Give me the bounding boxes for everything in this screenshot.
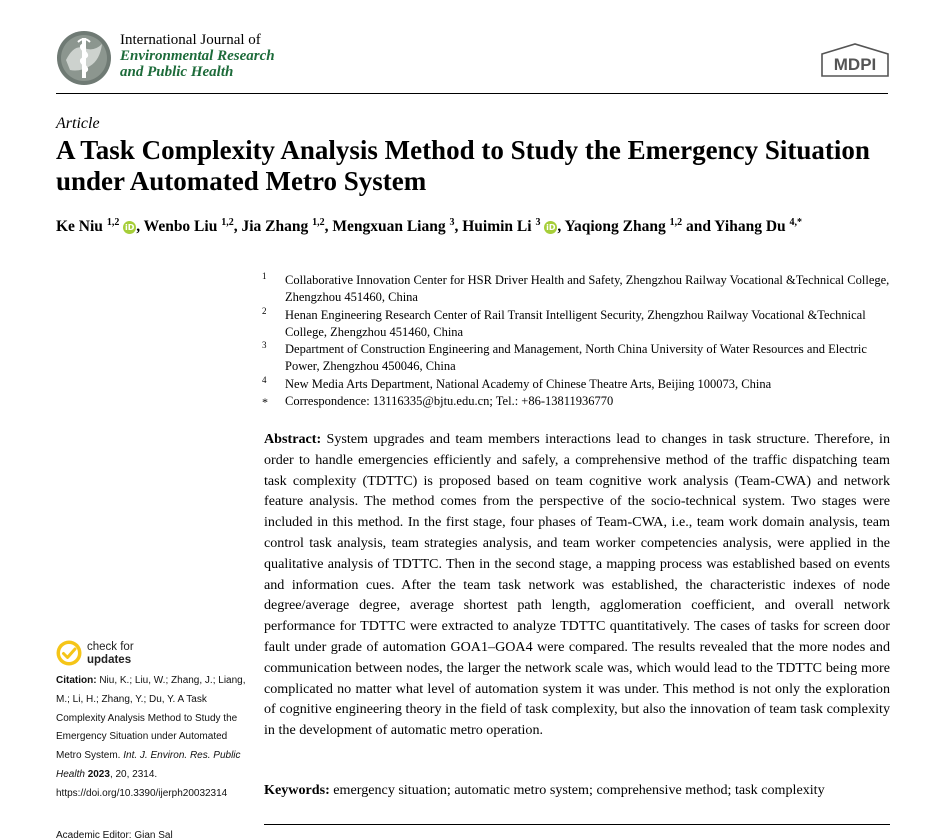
author-name[interactable]: Yihang Du bbox=[714, 218, 790, 235]
journal-name-line1: International Journal of bbox=[120, 32, 261, 48]
author-separator: , bbox=[233, 218, 242, 235]
citation-year: 2023 bbox=[87, 768, 110, 780]
affiliation-text: Henan Engineering Research Center of Rail Transit Intelligent Security, Zhengzhou Railway Vocational &Technical College, Zhengzhou 451460, China bbox=[285, 307, 866, 339]
check-for-updates-button[interactable] bbox=[56, 640, 156, 670]
check-updates-line1: check for bbox=[87, 641, 134, 653]
affiliation-text: New Media Arts Department, National Academy of Chinese Theatre Arts, Beijing 100073, China bbox=[285, 376, 772, 391]
author-separator: , bbox=[454, 218, 463, 235]
author-name[interactable]: Mengxuan Liang bbox=[332, 218, 450, 235]
author-separator: and bbox=[682, 218, 715, 235]
affiliations bbox=[262, 272, 892, 410]
author-affiliation-mark: 1,2 bbox=[669, 217, 683, 228]
affiliation-text: Department of Construction Engineering and Management, North China University of Water Resources and Electric Power, Zhengzhou 450046, China bbox=[285, 342, 867, 374]
citation bbox=[56, 672, 248, 804]
paper-title: A Task Complexity Analysis Method to Study the Emergency Situation under Automated Metro System bbox=[56, 135, 870, 196]
keywords-label: Keywords: bbox=[264, 782, 330, 798]
citation-text: Niu, K.; Liu, W.; Zhang, J.; Liang, M.; Li, H.; Zhang, Y.; Du, Y. A Task Complexity Analysis Method to Study the Emergency Situation under Automated Metro System. bbox=[56, 675, 246, 762]
header-rule bbox=[56, 93, 888, 94]
publisher-name: MDPI bbox=[833, 55, 877, 74]
journal-logo-icon bbox=[56, 30, 112, 86]
author-name[interactable]: Yaqiong Zhang bbox=[564, 218, 670, 235]
affiliation-number: 4 bbox=[262, 374, 267, 385]
author-separator: , bbox=[136, 218, 144, 235]
affiliation-item bbox=[262, 376, 892, 393]
author-affiliation-mark: 4,* bbox=[789, 217, 803, 228]
author-affiliation-mark: 1,2 bbox=[221, 217, 234, 228]
mdpi-logo-icon bbox=[820, 42, 890, 82]
affiliation-item bbox=[262, 272, 892, 307]
author-name[interactable]: Wenbo Liu bbox=[143, 218, 222, 235]
citation-label: Citation: bbox=[56, 675, 97, 686]
author-list bbox=[56, 217, 936, 236]
orcid-icon[interactable]: iD bbox=[546, 223, 556, 232]
citation-rest[interactable]: , 20, 2314. https://doi.org/10.3390/ijerph20032314 bbox=[56, 768, 228, 799]
section-rule bbox=[264, 824, 890, 825]
author-separator: , bbox=[557, 218, 565, 235]
affiliation-number: 3 bbox=[262, 340, 267, 351]
affiliation-text: Collaborative Innovation Center for HSR Driver Health and Safety, Zhengzhou Railway Vocational &Technical College, Zhengzhou 451460, China bbox=[285, 273, 890, 305]
keywords bbox=[264, 780, 890, 800]
correspondence-mark: * bbox=[262, 395, 268, 410]
author-affiliation-mark: 1,2 bbox=[106, 217, 120, 228]
author-affiliation-mark: 3 bbox=[449, 217, 455, 228]
check-badge-icon bbox=[56, 640, 82, 666]
affiliation-item bbox=[262, 307, 892, 342]
keywords-text: emergency situation; automatic metro system; comprehensive method; task complexity bbox=[333, 782, 825, 798]
author-affiliation-mark: 1,2 bbox=[312, 217, 325, 228]
affiliation-number: 2 bbox=[262, 305, 267, 316]
citation-journal: Int. J. Environ. Res. Public Health bbox=[56, 750, 241, 780]
article-type: Article bbox=[56, 115, 100, 132]
abstract-text: System upgrades and team members interactions lead to changes in task structure. Therefore, in order to handle emergencies efficiently and safely, a comprehensive method of the traffic dispatching team task complexity (TDTTC) is proposed based on team cognitive work analysis (Team-CWA) and network feature analysis. The method comes from the perspective of the socio-technical system. Two stages were included in this method. In the first stage, four phases of Team-CWA, i.e., team work domain analysis, team control task analysis, team strategies analysis, and team worker competencies analysis, were applied in the qualitative analysis of TDTTC. Then in the second stage, a mapping process was established based on events and information cues. After the team task network was established, the characteristic indexes of node degree/average degree, average shortest path length, agglomeration coefficient, and overall network performance for TDTTC were extracted to analyze TDTTC quantitatively. The cases of tasks for screen door fault under grade of automation GOA1–GOA4 were compared. The results revealed that the more nodes and communication between nodes, the larger the network scale was, which would lead to the TDTTC being more complicated no matter what level of automation system it was under. This method is not only the exploration of cognitive engineering theory in the field of task complexity, but also the innovation of team task complexity in the development of automatic metro operation. bbox=[264, 431, 890, 739]
academic-editor: Academic Editor: Gian Sal bbox=[56, 830, 173, 840]
correspondence bbox=[262, 393, 892, 410]
affiliation-item bbox=[262, 341, 892, 376]
check-updates-line2: updates bbox=[87, 654, 132, 666]
author-name[interactable]: Huimin Li bbox=[462, 218, 536, 235]
journal-name bbox=[120, 32, 275, 80]
author-name[interactable]: Jia Zhang bbox=[241, 218, 313, 235]
author-affiliation-mark: 3 bbox=[535, 217, 541, 228]
journal-name-line3: and Public Health bbox=[120, 64, 234, 80]
abstract-label: Abstract: bbox=[264, 431, 322, 447]
abstract bbox=[264, 429, 890, 741]
author-separator: , bbox=[324, 218, 333, 235]
journal-name-line2: Environmental Research bbox=[120, 48, 275, 64]
author-name[interactable]: Ke Niu bbox=[56, 218, 107, 235]
orcid-icon[interactable]: iD bbox=[124, 223, 135, 232]
correspondence-text[interactable]: Correspondence: 13116335@bjtu.edu.cn; Tel.: +86-13811936770 bbox=[285, 394, 614, 409]
affiliation-number: 1 bbox=[262, 271, 267, 281]
